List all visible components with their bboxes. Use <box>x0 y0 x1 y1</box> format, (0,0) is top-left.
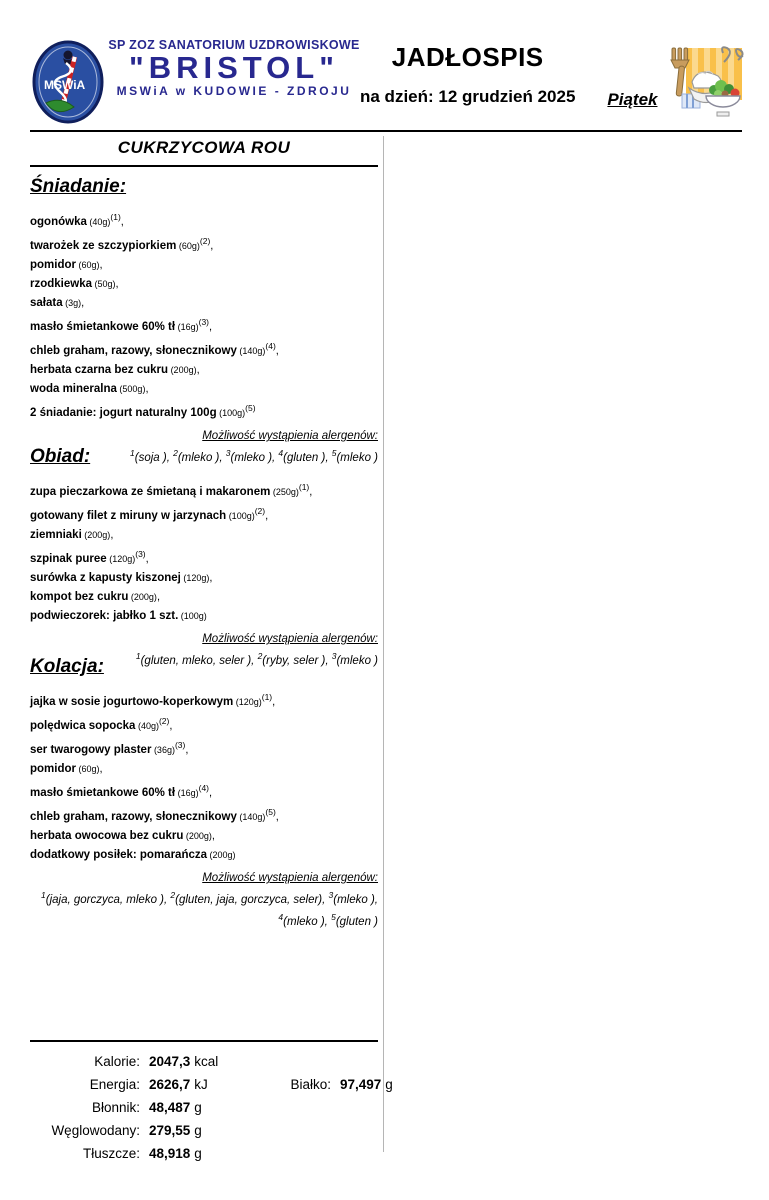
item-suffix: , <box>265 510 269 522</box>
nutrition-label: Energia: <box>89 1077 140 1092</box>
meal-section-breakfast <box>30 176 378 467</box>
menu-item-portion: (100g) <box>178 611 207 621</box>
nutrition-value: 279,55 <box>149 1123 191 1138</box>
menu-item-portion: (200g) <box>168 365 197 375</box>
menu-item <box>30 208 378 232</box>
document-date: na dzień: 12 grudzień 2025 <box>360 87 576 106</box>
menu-item <box>30 232 378 256</box>
allergen-line <box>30 909 378 931</box>
menu-item-portion: (16g) <box>175 788 199 798</box>
nutrition-value: 48,918 <box>149 1146 191 1161</box>
allergen-text: (jaja, gorczyca, mleko ), <box>45 894 171 906</box>
menu-item-name: ziemniaki <box>30 529 82 541</box>
menu-item-name: chleb graham, razowy, słonecznikowy <box>30 345 237 357</box>
meal-title: Śniadanie: <box>30 176 127 197</box>
menu-item-portion: (40g) <box>135 721 159 731</box>
column-divider <box>383 136 384 1152</box>
allergen-note: Możliwość wystąpienia alergenów: <box>202 872 378 884</box>
allergen-text: (mleko ), <box>177 452 226 464</box>
menu-item-portion: (60g) <box>76 260 100 270</box>
allergen-text: (gluten, mleko, seler ), <box>140 655 258 667</box>
item-suffix: , <box>275 345 279 357</box>
item-suffix: , <box>272 696 276 708</box>
document-title: JADŁOSPIS <box>391 42 544 72</box>
menu-item <box>30 502 378 526</box>
menu-item <box>30 478 378 502</box>
menu-item <box>30 779 378 803</box>
allergen-sup: 1 <box>130 448 135 458</box>
allergen-note: Możliwość wystąpienia alergenów: <box>202 633 378 645</box>
menu-item <box>30 569 378 588</box>
menu-item-portion: (120g) <box>180 573 210 583</box>
allergen-ref: (3) <box>198 317 209 327</box>
allergen-text: (gluten ) <box>335 916 378 928</box>
nutrition-label: Białko: <box>290 1077 331 1092</box>
menu-item <box>30 688 378 712</box>
menu-item-name: pomidor <box>30 259 76 271</box>
item-suffix: , <box>110 529 114 541</box>
nutrition-summary <box>30 1040 393 1165</box>
menu-item-portion: (60g) <box>76 764 100 774</box>
menu-item-portion: (50g) <box>92 279 116 289</box>
nutrition-value: 2047,3 <box>149 1054 191 1069</box>
menu-item-name: szpinak puree <box>30 553 107 565</box>
item-suffix: , <box>185 744 189 756</box>
item-suffix: , <box>145 383 149 395</box>
nutrition-unit: g <box>194 1100 202 1115</box>
allergen-ref: (3) <box>135 549 146 559</box>
allergen-text: (gluten ), <box>283 452 332 464</box>
allergen-ref: (5) <box>265 807 276 817</box>
allergen-sup: 3 <box>331 651 337 661</box>
menu-item <box>30 803 378 827</box>
allergen-sup: 3 <box>225 448 231 458</box>
menu-item-name: sałata <box>30 297 63 309</box>
menu-item-portion: (100g) <box>226 511 255 521</box>
weekday-label: Piątek <box>607 90 658 109</box>
header-title-area <box>360 38 658 110</box>
nutrition-unit: kcal <box>194 1054 219 1069</box>
allergen-sup: 5 <box>331 448 337 458</box>
nutrition-unit: g <box>385 1077 393 1092</box>
allergen-sup: 2 <box>170 890 176 900</box>
item-suffix: , <box>81 297 85 309</box>
menu-item <box>30 275 378 294</box>
menu-item <box>30 313 378 337</box>
menu-item-name: herbata czarna bez cukru <box>30 364 169 376</box>
org-name: "BRISTOL" <box>129 50 339 85</box>
item-suffix: , <box>209 572 213 584</box>
menu-item-name: jajka w sosie jogurtowo-koperkowym <box>30 696 234 708</box>
allergen-ref: (2) <box>199 236 211 246</box>
menu-item-name: masło śmietankowe 60% tł <box>30 321 176 333</box>
menu-item-portion: (40g) <box>86 217 111 227</box>
allergen-sup: 2 <box>257 651 263 661</box>
organization-block <box>108 38 360 98</box>
nutrition-unit: g <box>194 1123 202 1138</box>
allergen-sup: 5 <box>331 912 336 922</box>
org-line2: MSWiA w KUDOWIE - ZDROJU <box>116 84 352 98</box>
nutrition-extra <box>273 1073 393 1096</box>
item-suffix: , <box>156 591 160 603</box>
org-line1: SP ZOZ SANATORIUM UZDROWISKOWE <box>108 38 360 52</box>
menu-item <box>30 588 378 607</box>
nutrition-value: 48,487 <box>149 1100 191 1115</box>
item-suffix: , <box>99 259 103 271</box>
menu-item-name: ser twarogowy plaster <box>30 744 152 756</box>
diet-title-divider <box>30 165 378 167</box>
nutrition-label: Tłuszcze: <box>82 1146 140 1161</box>
menu-item <box>30 607 378 626</box>
item-suffix: , <box>209 321 213 333</box>
mswia-sanatorium-logo-icon <box>30 40 106 124</box>
document-header <box>30 38 742 132</box>
menu-item <box>30 760 378 779</box>
allergen-sup: 1 <box>41 890 46 900</box>
menu-item-name: podwieczorek: jabłko 1 szt. <box>30 610 179 622</box>
allergen-text: (mleko ), <box>230 452 279 464</box>
menu-item-portion: (500g) <box>116 384 146 394</box>
menu-item-portion: (140g) <box>236 812 266 822</box>
menu-item <box>30 526 378 545</box>
menu-item-portion: (250g) <box>270 487 299 497</box>
menu-item-name: ogonówka <box>30 216 87 228</box>
nutrition-row <box>30 1050 378 1073</box>
menu-item-name: pomidor <box>30 763 76 775</box>
allergen-ref: (1) <box>298 482 310 492</box>
menu-item-portion: (140g) <box>236 346 266 356</box>
item-suffix: , <box>115 278 119 290</box>
menu-item-name: dodatkowy posiłek: pomarańcza <box>30 849 208 861</box>
diet-title: CUKRZYCOWA ROU <box>117 138 291 157</box>
meal-title: Obiad: <box>30 446 91 467</box>
item-suffix: , <box>196 364 200 376</box>
menu-item-name: 2 śniadanie: jogurt naturalny 100g <box>30 407 217 419</box>
meal-section-dinner <box>30 656 378 931</box>
menu-item-name: herbata owocowa bez cukru <box>30 830 184 842</box>
svg-text:MSWiA: MSWiA <box>44 78 86 92</box>
allergen-text: (mleko ), <box>333 894 378 906</box>
nutrition-row <box>30 1073 393 1096</box>
allergen-block <box>30 870 378 931</box>
nutrition-row <box>30 1096 378 1119</box>
allergen-ref: (4) <box>265 341 276 351</box>
item-suffix: , <box>211 830 215 842</box>
allergen-ref: (1) <box>261 692 273 702</box>
menu-item-portion: (60g) <box>176 241 200 251</box>
nutrition-value: 97,497 <box>340 1077 382 1092</box>
nutrition-divider <box>30 1040 378 1042</box>
allergen-ref: (2) <box>158 716 170 726</box>
allergen-sup: 4 <box>278 448 284 458</box>
allergen-ref: (1) <box>110 212 121 222</box>
menu-item-portion: (120g) <box>233 697 262 707</box>
menu-item-portion: (36g) <box>151 745 175 755</box>
allergen-ref: (4) <box>198 783 209 793</box>
diet-header <box>30 138 378 167</box>
nutrition-label: Kalorie: <box>94 1054 140 1069</box>
menu-item-name: woda mineralna <box>30 383 117 395</box>
menu-item-name: kompot bez cukru <box>30 591 129 603</box>
nutrition-row <box>30 1119 378 1142</box>
allergen-ref: (5) <box>245 403 256 413</box>
allergen-text: (mleko ), <box>283 916 332 928</box>
allergen-ref: (3) <box>174 740 186 750</box>
menu-item-name: chleb graham, razowy, słonecznikowy <box>30 811 237 823</box>
allergen-text: (mleko ) <box>336 655 378 667</box>
menu-item <box>30 256 378 275</box>
menu-item-name: gotowany filet z miruny w jarzynach <box>30 510 227 522</box>
menu-item <box>30 846 378 865</box>
nutrition-row <box>30 1142 378 1165</box>
menu-item-name: twarożek ze szczypiorkiem <box>30 240 177 252</box>
allergen-sup: 3 <box>328 890 334 900</box>
nutrition-unit: g <box>194 1146 202 1161</box>
item-suffix: , <box>309 486 313 498</box>
allergen-text: (ryby, seler ), <box>262 655 332 667</box>
menu-item-name: polędwica sopocka <box>30 720 136 732</box>
menu-item-portion: (200g) <box>128 592 157 602</box>
item-suffix: , <box>210 240 214 252</box>
menu-item <box>30 380 378 399</box>
nutrition-unit: kJ <box>194 1077 208 1092</box>
allergen-text: (soja ), <box>134 452 174 464</box>
item-suffix: , <box>209 787 213 799</box>
menu-item-portion: (16g) <box>175 322 199 332</box>
allergen-note: Możliwość wystąpienia alergenów: <box>202 430 378 442</box>
allergen-text: (mleko ) <box>336 452 378 464</box>
menu-item <box>30 827 378 846</box>
allergen-text: (gluten, jaja, gorczyca, seler), <box>175 894 329 906</box>
menu-item-name: masło śmietankowe 60% tł <box>30 787 176 799</box>
menu-item-portion: (200g) <box>207 850 236 860</box>
menu-item <box>30 361 378 380</box>
nutrition-value: 2626,7 <box>149 1077 191 1092</box>
menu-item-portion: (3g) <box>62 298 82 308</box>
nutrition-label: Błonnik: <box>91 1100 140 1115</box>
item-suffix: , <box>99 763 103 775</box>
menu-item-portion: (120g) <box>106 554 136 564</box>
menu-item-name: zupa pieczarkowa ze śmietaną i makaronem <box>30 486 271 498</box>
menu-item-name: rzodkiewka <box>30 278 92 290</box>
allergen-sup: 4 <box>278 912 284 922</box>
menu-item <box>30 337 378 361</box>
menu-item-name: surówka z kapusty kiszonej <box>30 572 181 584</box>
menu-item-portion: (100g) <box>216 408 246 418</box>
menu-item <box>30 399 378 423</box>
header-divider <box>30 130 742 132</box>
allergen-ref: (2) <box>254 506 266 516</box>
item-suffix: , <box>275 811 279 823</box>
food-clipart-icon <box>658 42 748 122</box>
menu-item <box>30 712 378 736</box>
menu-item <box>30 294 378 313</box>
item-suffix: , <box>169 720 173 732</box>
nutrition-label: Węglowodany: <box>51 1123 140 1138</box>
allergen-line <box>30 887 378 909</box>
meal-section-lunch <box>30 446 378 670</box>
allergen-sup: 1 <box>135 651 141 661</box>
menu-item <box>30 545 378 569</box>
menu-item-portion: (200g) <box>81 530 111 540</box>
item-suffix: , <box>120 216 124 228</box>
meal-title: Kolacja: <box>30 656 104 677</box>
allergen-sup: 2 <box>173 448 178 458</box>
menu-item-portion: (200g) <box>183 831 212 841</box>
menu-item <box>30 736 378 760</box>
item-suffix: , <box>145 553 149 565</box>
